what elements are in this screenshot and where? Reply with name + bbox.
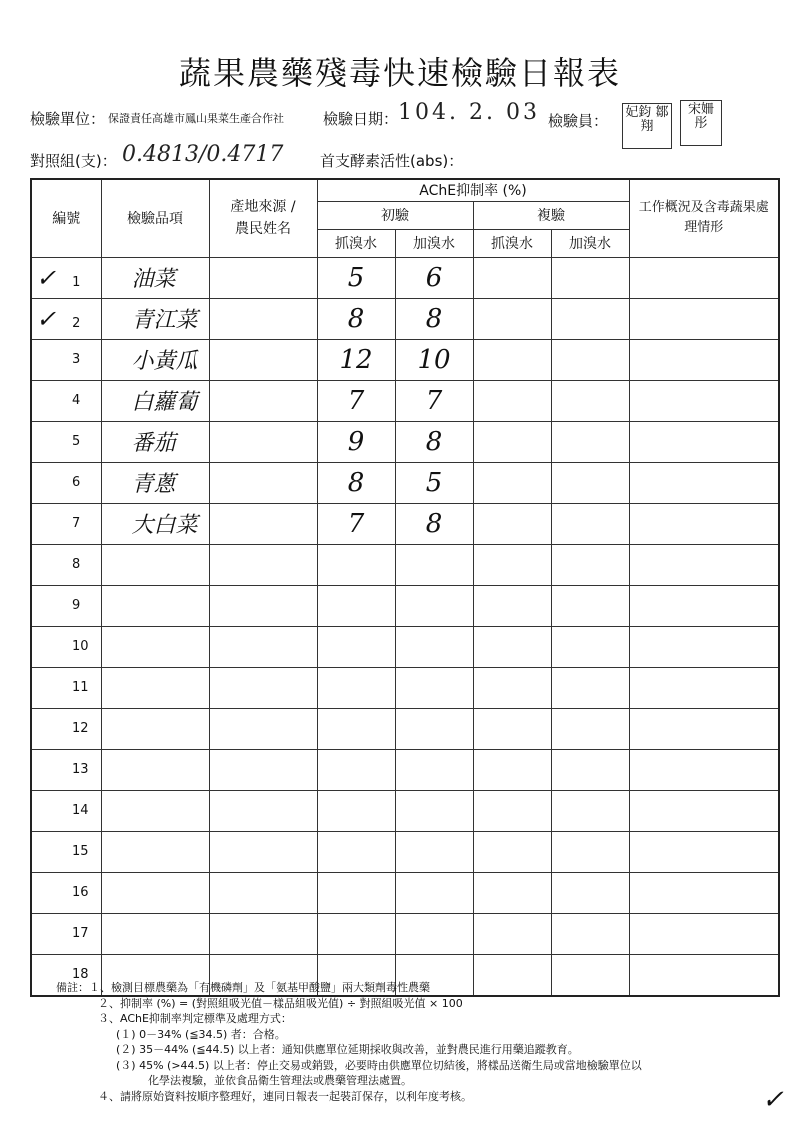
row-initial-add-bromine <box>395 831 473 872</box>
row-notes <box>629 872 779 913</box>
row-retest-no-bromine <box>473 462 551 503</box>
col-header-origin: 產地來源 / 農民姓名 <box>209 179 317 257</box>
row-origin <box>209 421 317 462</box>
date-label: 檢驗日期： <box>323 110 399 128</box>
table-row <box>31 380 779 421</box>
row-initial-no-bromine <box>317 626 395 667</box>
note-line: 化學法複驗，並依食品衛生管理法或農藥管理法處置。 <box>148 1074 412 1087</box>
row-number: 3 <box>31 339 101 380</box>
row-notes <box>629 380 779 421</box>
row-origin <box>209 339 317 380</box>
row-retest-no-bromine <box>473 708 551 749</box>
row-retest-add-bromine <box>551 339 629 380</box>
notes-block <box>56 980 776 1104</box>
enzyme-label: 首支酵素活性(abs)： <box>320 152 464 170</box>
row-number: 10 <box>31 626 101 667</box>
row-number: 7 <box>31 503 101 544</box>
row-notes <box>629 544 779 585</box>
footer-check-mark: ✓ <box>762 1085 784 1115</box>
row-number: 17 <box>31 913 101 954</box>
row-number: 6 <box>31 462 101 503</box>
row-item <box>101 585 209 626</box>
row-initial-add-bromine <box>395 544 473 585</box>
inspector-stamp-1: 妃鈞 鄒翔 <box>622 103 672 149</box>
col-header-notes: 工作概況及含毒蔬果處理情形 <box>629 179 779 257</box>
note-line: (１) 0－34% (≦34.5) 者：合格。 <box>116 1027 286 1041</box>
row-origin <box>209 585 317 626</box>
col-header-initial: 初驗 <box>317 201 473 229</box>
results-table <box>30 178 780 997</box>
row-initial-no-bromine <box>317 544 395 585</box>
unit-value: 保證責任高雄市鳳山果菜生產合作社 <box>108 112 284 125</box>
row-notes <box>629 462 779 503</box>
row-retest-add-bromine <box>551 380 629 421</box>
table-row <box>31 298 779 339</box>
row-retest-add-bromine <box>551 667 629 708</box>
row-number-label: 1 <box>72 274 81 290</box>
note-line: ４、請將原始資料按順序整理好，連同日報表一起裝訂保存，以利年度考核。 <box>98 1089 472 1103</box>
table-row <box>31 626 779 667</box>
row-retest-add-bromine <box>551 831 629 872</box>
row-retest-add-bromine <box>551 913 629 954</box>
row-initial-no-bromine: 12 <box>317 339 395 380</box>
row-initial-add-bromine: 8 <box>395 503 473 544</box>
row-number: 16 <box>31 872 101 913</box>
row-retest-no-bromine <box>473 544 551 585</box>
row-initial-add-bromine <box>395 913 473 954</box>
row-initial-no-bromine <box>317 790 395 831</box>
row-retest-no-bromine <box>473 667 551 708</box>
row-retest-no-bromine <box>473 298 551 339</box>
row-initial-add-bromine: 5 <box>395 462 473 503</box>
row-number: 11 <box>31 667 101 708</box>
table-row <box>31 913 779 954</box>
row-initial-no-bromine: 8 <box>317 462 395 503</box>
note-line: ２、抑制率 (%) = (對照組吸光值－樣品組吸光值) ÷ 對照組吸光值 × 100 <box>98 996 463 1010</box>
date-value: 104. 2. 03 <box>398 100 540 125</box>
table-row <box>31 257 779 298</box>
row-retest-no-bromine <box>473 913 551 954</box>
row-initial-no-bromine: 9 <box>317 421 395 462</box>
col-header-ache: AChE抑制率 (%) <box>317 179 629 201</box>
row-initial-no-bromine <box>317 913 395 954</box>
row-notes <box>629 257 779 298</box>
row-origin <box>209 298 317 339</box>
table-row <box>31 339 779 380</box>
note-line: (２) 35－44% (≦44.5) 以上者：通知供應單位延期採收與改善，並對農民進行用藥追蹤教育。 <box>116 1043 579 1056</box>
col-header-retest: 複驗 <box>473 201 629 229</box>
row-retest-no-bromine <box>473 749 551 790</box>
row-check-mark: ✓ <box>36 304 57 333</box>
row-item: 番茄 <box>101 421 209 462</box>
row-initial-no-bromine <box>317 708 395 749</box>
row-item <box>101 667 209 708</box>
note-line: 備註：１、檢測目標農藥為「有機磷劑」及「氨基甲酸鹽」兩大類劑毒性農藥 <box>56 981 430 994</box>
row-origin <box>209 626 317 667</box>
row-notes <box>629 913 779 954</box>
control-label: 對照組(支)： <box>30 152 117 170</box>
row-retest-no-bromine <box>473 503 551 544</box>
row-item: 青江菜 <box>101 298 209 339</box>
col-header-retest-no-bromine: 抓溴水 <box>473 229 551 257</box>
row-notes <box>629 708 779 749</box>
row-number <box>31 257 101 298</box>
row-origin <box>209 708 317 749</box>
row-retest-no-bromine <box>473 257 551 298</box>
note-line: (３) 45% (>44.5) 以上者：停止交易或銷毀，必要時由供應單位切結後，將樣品送衛生局或當地檢驗單位以 <box>116 1058 642 1072</box>
row-notes <box>629 667 779 708</box>
row-origin <box>209 667 317 708</box>
control-value: 0.4813/0.4717 <box>122 142 284 167</box>
row-number: 4 <box>31 380 101 421</box>
inspector-label: 檢驗員： <box>548 112 609 130</box>
row-origin <box>209 462 317 503</box>
row-check-mark: ✓ <box>36 263 57 292</box>
row-initial-no-bromine <box>317 585 395 626</box>
table-row <box>31 831 779 872</box>
row-item <box>101 790 209 831</box>
row-origin <box>209 380 317 421</box>
row-item: 油菜 <box>101 257 209 298</box>
row-item <box>101 872 209 913</box>
row-initial-add-bromine: 8 <box>395 421 473 462</box>
row-retest-add-bromine <box>551 749 629 790</box>
row-item <box>101 708 209 749</box>
row-origin <box>209 257 317 298</box>
row-item: 白蘿蔔 <box>101 380 209 421</box>
row-initial-add-bromine <box>395 749 473 790</box>
row-notes <box>629 831 779 872</box>
row-notes <box>629 298 779 339</box>
table-row <box>31 708 779 749</box>
row-retest-no-bromine <box>473 831 551 872</box>
row-origin <box>209 831 317 872</box>
row-number: 13 <box>31 749 101 790</box>
row-notes <box>629 626 779 667</box>
row-initial-no-bromine <box>317 872 395 913</box>
row-notes <box>629 749 779 790</box>
row-number <box>31 298 101 339</box>
row-retest-add-bromine <box>551 421 629 462</box>
row-item <box>101 913 209 954</box>
row-origin <box>209 790 317 831</box>
table-row <box>31 667 779 708</box>
col-header-item: 檢驗品項 <box>101 179 209 257</box>
row-retest-no-bromine <box>473 421 551 462</box>
row-retest-add-bromine <box>551 257 629 298</box>
row-item: 青蔥 <box>101 462 209 503</box>
row-retest-no-bromine <box>473 339 551 380</box>
row-retest-add-bromine <box>551 462 629 503</box>
row-initial-no-bromine <box>317 831 395 872</box>
row-item <box>101 831 209 872</box>
row-item <box>101 626 209 667</box>
row-initial-no-bromine: 7 <box>317 503 395 544</box>
row-notes <box>629 339 779 380</box>
row-initial-add-bromine <box>395 708 473 749</box>
row-retest-add-bromine <box>551 872 629 913</box>
row-notes <box>629 790 779 831</box>
row-number: 8 <box>31 544 101 585</box>
row-origin <box>209 749 317 790</box>
table-row <box>31 462 779 503</box>
table-row <box>31 503 779 544</box>
row-initial-add-bromine <box>395 667 473 708</box>
row-number: 12 <box>31 708 101 749</box>
table-row <box>31 790 779 831</box>
row-retest-add-bromine <box>551 790 629 831</box>
row-number: 14 <box>31 790 101 831</box>
report-title: 蔬果農藥殘毒快速檢驗日報表 <box>178 54 621 92</box>
table-row <box>31 749 779 790</box>
col-header-initial-no-bromine: 抓溴水 <box>317 229 395 257</box>
row-initial-add-bromine <box>395 626 473 667</box>
row-number-label: 2 <box>72 315 81 331</box>
row-retest-no-bromine <box>473 790 551 831</box>
row-origin <box>209 872 317 913</box>
row-retest-add-bromine <box>551 298 629 339</box>
row-initial-no-bromine: 8 <box>317 298 395 339</box>
row-retest-add-bromine <box>551 544 629 585</box>
col-header-retest-add-bromine: 加溴水 <box>551 229 629 257</box>
row-initial-add-bromine: 10 <box>395 339 473 380</box>
row-notes <box>629 421 779 462</box>
row-retest-no-bromine <box>473 585 551 626</box>
row-item: 大白菜 <box>101 503 209 544</box>
row-origin <box>209 913 317 954</box>
row-initial-add-bromine: 7 <box>395 380 473 421</box>
inspector-stamp-2: 宋姍 彤 <box>680 100 722 146</box>
row-number: 18 <box>31 954 101 996</box>
row-retest-add-bromine <box>551 503 629 544</box>
row-retest-add-bromine <box>551 626 629 667</box>
row-retest-add-bromine <box>551 585 629 626</box>
row-item <box>101 749 209 790</box>
row-initial-no-bromine <box>317 667 395 708</box>
row-number: 9 <box>31 585 101 626</box>
table-row <box>31 585 779 626</box>
row-retest-add-bromine <box>551 708 629 749</box>
row-notes <box>629 585 779 626</box>
row-initial-add-bromine <box>395 585 473 626</box>
col-header-no: 編號 <box>31 179 101 257</box>
row-number: 15 <box>31 831 101 872</box>
row-initial-add-bromine: 6 <box>395 257 473 298</box>
row-initial-add-bromine <box>395 790 473 831</box>
row-origin <box>209 544 317 585</box>
table-row <box>31 872 779 913</box>
row-notes <box>629 503 779 544</box>
row-initial-no-bromine: 7 <box>317 380 395 421</box>
table-row <box>31 421 779 462</box>
row-origin <box>209 503 317 544</box>
row-retest-no-bromine <box>473 872 551 913</box>
row-initial-no-bromine: 5 <box>317 257 395 298</box>
note-line: ３、AChE抑制率判定標準及處理方式： <box>98 1012 292 1025</box>
col-header-initial-add-bromine: 加溴水 <box>395 229 473 257</box>
row-item: 小黃瓜 <box>101 339 209 380</box>
row-initial-no-bromine <box>317 749 395 790</box>
table-row <box>31 544 779 585</box>
row-initial-add-bromine <box>395 872 473 913</box>
row-number: 5 <box>31 421 101 462</box>
row-retest-no-bromine <box>473 380 551 421</box>
row-initial-add-bromine: 8 <box>395 298 473 339</box>
row-item <box>101 544 209 585</box>
row-retest-no-bromine <box>473 626 551 667</box>
unit-label: 檢驗單位： <box>30 110 106 128</box>
